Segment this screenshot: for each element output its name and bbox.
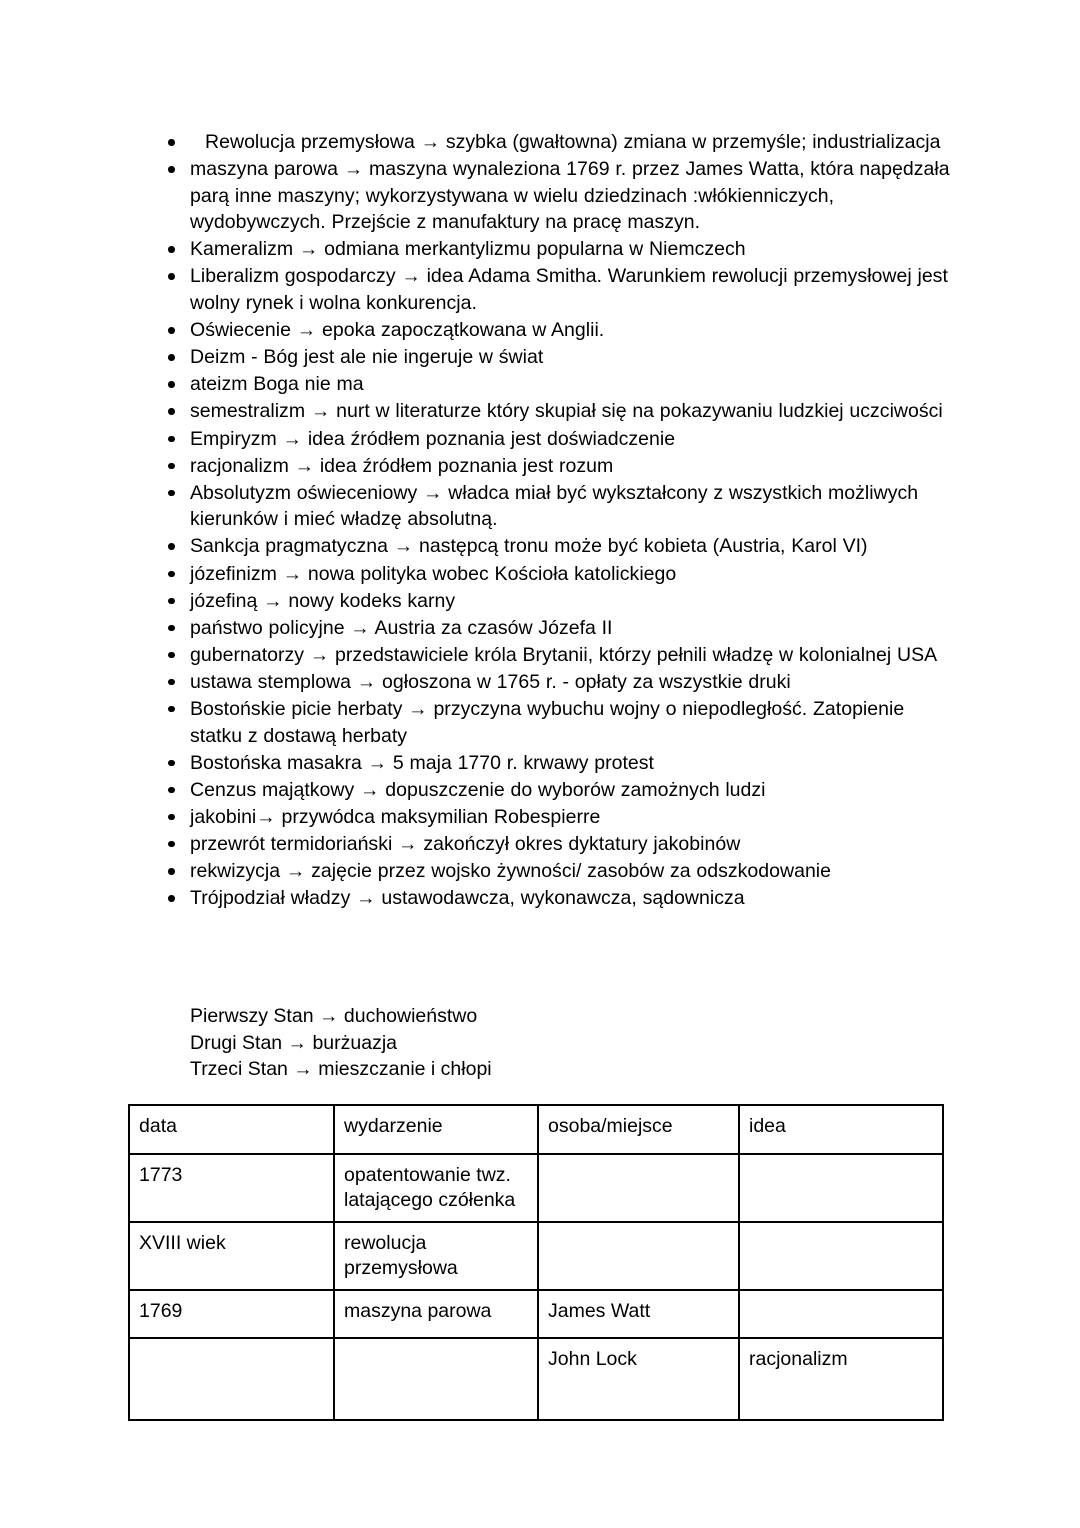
table-cell-data: 1773 [129, 1154, 334, 1222]
list-item-text: przewrót termidoriański → zakończył okres dyktatury jakobinów [190, 832, 741, 855]
list-item-text: jakobini→ przywódca maksymilian Robespierre [190, 805, 601, 828]
table-header-cell: osoba/miejsce [538, 1105, 739, 1154]
list-item [168, 129, 958, 156]
list-item [168, 426, 958, 453]
list-item-text: semestralizm → nurt w literaturze który skupiał się na pokazywaniu ludzkiej uczciwości [190, 400, 943, 423]
table-header-cell: data [129, 1105, 334, 1154]
list-item [168, 344, 958, 371]
list-item [168, 561, 958, 588]
table-cell-line: przemysłowa [344, 1257, 458, 1279]
table-cell-osoba-miejsce: James Watt [538, 1290, 739, 1338]
table-cell-line: latającego czółenka [344, 1189, 516, 1211]
table-cell-data [129, 1338, 334, 1420]
list-item-text: Bostońska masakra → 5 maja 1770 r. krwawy protest [190, 751, 654, 774]
table-cell-idea [739, 1290, 943, 1338]
list-item [168, 858, 958, 885]
list-item-text: Sankcja pragmatyczna → następcą tronu może być kobieta (Austria, Karol VI) [190, 535, 868, 558]
table-cell-wydarzenie [334, 1222, 538, 1290]
facts-table-body [129, 1105, 943, 1420]
list-item [168, 236, 958, 263]
list-item [168, 669, 958, 696]
list-item-text: Deizm - Bóg jest ale nie ingeruje w świat [190, 346, 544, 369]
facts-table [128, 1104, 944, 1421]
table-row [129, 1222, 943, 1290]
table-cell-idea: racjonalizm [739, 1338, 943, 1420]
table-cell-data: XVIII wiek [129, 1222, 334, 1290]
estate-line: Pierwszy Stan → duchowieństwo [190, 1005, 478, 1027]
list-item-text: józefiną → nowy kodeks karny [190, 589, 456, 612]
list-item [168, 696, 958, 749]
estate-line: Trzeci Stan → mieszczanie i chłopi [190, 1058, 492, 1081]
notes-bullet-list [168, 129, 958, 912]
list-item-text: maszyna parowa → maszyna wynaleziona 1769 r. przez James Watta, która napędzała parą inne maszyny; wykorzystywana w wielu dziedzinach :włókienniczych, wydobywczych. Przejście z manufaktury na pracę maszyn. [190, 158, 950, 234]
list-item [168, 156, 958, 236]
table-row [129, 1338, 943, 1420]
list-item-text: Kameralizm → odmiana merkantylizmu popularna w Niemczech [190, 238, 746, 261]
list-item-text: ustawa stemplowa → ogłoszona w 1765 r. - opłaty za wszystkie druki [190, 670, 791, 693]
list-item [168, 588, 958, 615]
list-item-text: racjonalizm → idea źródłem poznania jest rozum [190, 454, 614, 477]
list-item-text: Bostońskie picie herbaty → przyczyna wybuchu wojny o niepodległość. Zatopienie statku z dostawą herbaty [190, 697, 905, 747]
estate-line: Drugi Stan → burżuazja [190, 1031, 398, 1054]
estates-block [190, 1003, 790, 1083]
list-item [168, 398, 958, 425]
table-cell-idea [739, 1154, 943, 1222]
list-item [168, 615, 958, 642]
list-item [168, 831, 958, 858]
table-row [129, 1154, 943, 1222]
table-cell-osoba-miejsce [538, 1222, 739, 1290]
table-cell-line: opatentowanie twz. [344, 1164, 511, 1186]
list-item [168, 371, 958, 398]
table-cell-wydarzenie [334, 1154, 538, 1222]
list-item-text: rekwizycja → zajęcie przez wojsko żywności/ zasobów za odszkodowanie [190, 860, 832, 883]
list-item [168, 642, 958, 669]
table-cell-data: 1769 [129, 1290, 334, 1338]
table-cell-wydarzenie [334, 1338, 538, 1420]
list-item [168, 263, 958, 316]
list-item [168, 885, 958, 912]
list-item-text: Empiryzm → idea źródłem poznania jest doświadczenie [190, 427, 676, 450]
list-item-text: gubernatorzy → przedstawiciele króla Brytanii, którzy pełnili władzę w kolonialnej USA [190, 643, 938, 666]
table-header-cell: wydarzenie [334, 1105, 538, 1154]
list-item-text: Cenzus majątkowy → dopuszczenie do wyborów zamożnych ludzi [190, 778, 766, 801]
list-item [168, 777, 958, 804]
list-item-text: państwo policyjne → Austria za czasów Józefa II [190, 616, 613, 639]
list-item [168, 480, 958, 533]
table-cell-line: rewolucja [344, 1232, 427, 1254]
table-cell-wydarzenie [334, 1290, 538, 1338]
table-header-cell: idea [739, 1105, 943, 1154]
list-item-text: Oświecenie → epoka zapoczątkowana w Anglii. [190, 319, 605, 342]
list-item-text: józefinizm → nowa polityka wobec Kościoła katolickiego [190, 562, 677, 585]
list-item [168, 453, 958, 480]
list-item [168, 804, 958, 831]
table-cell-idea [739, 1222, 943, 1290]
list-item [168, 317, 958, 344]
list-item-text: Absolutyzm oświeceniowy → władca miał być wykształcony z wszystkich możliwych kierunków i mieć władzę absolutną. [190, 481, 919, 531]
table-cell-osoba-miejsce: John Lock [538, 1338, 739, 1420]
list-item-text: Rewolucja przemysłowa → szybka (gwałtowna) zmiana w przemyśle; industrializacja [205, 131, 941, 153]
list-item-text: Liberalizm gospodarczy → idea Adama Smitha. Warunkiem rewolucji przemysłowej jest wolny rynek i wolna konkurencja. [190, 265, 948, 315]
list-item-text: Trójpodział władzy → ustawodawcza, wykonawcza, sądownicza [190, 887, 745, 910]
table-cell-line: maszyna parowa [344, 1300, 492, 1322]
table-cell-osoba-miejsce [538, 1154, 739, 1222]
list-item [168, 750, 958, 777]
table-row [129, 1290, 943, 1338]
table-header-row [129, 1105, 943, 1154]
list-item-text: ateizm Boga nie ma [190, 373, 364, 396]
list-item [168, 533, 958, 560]
